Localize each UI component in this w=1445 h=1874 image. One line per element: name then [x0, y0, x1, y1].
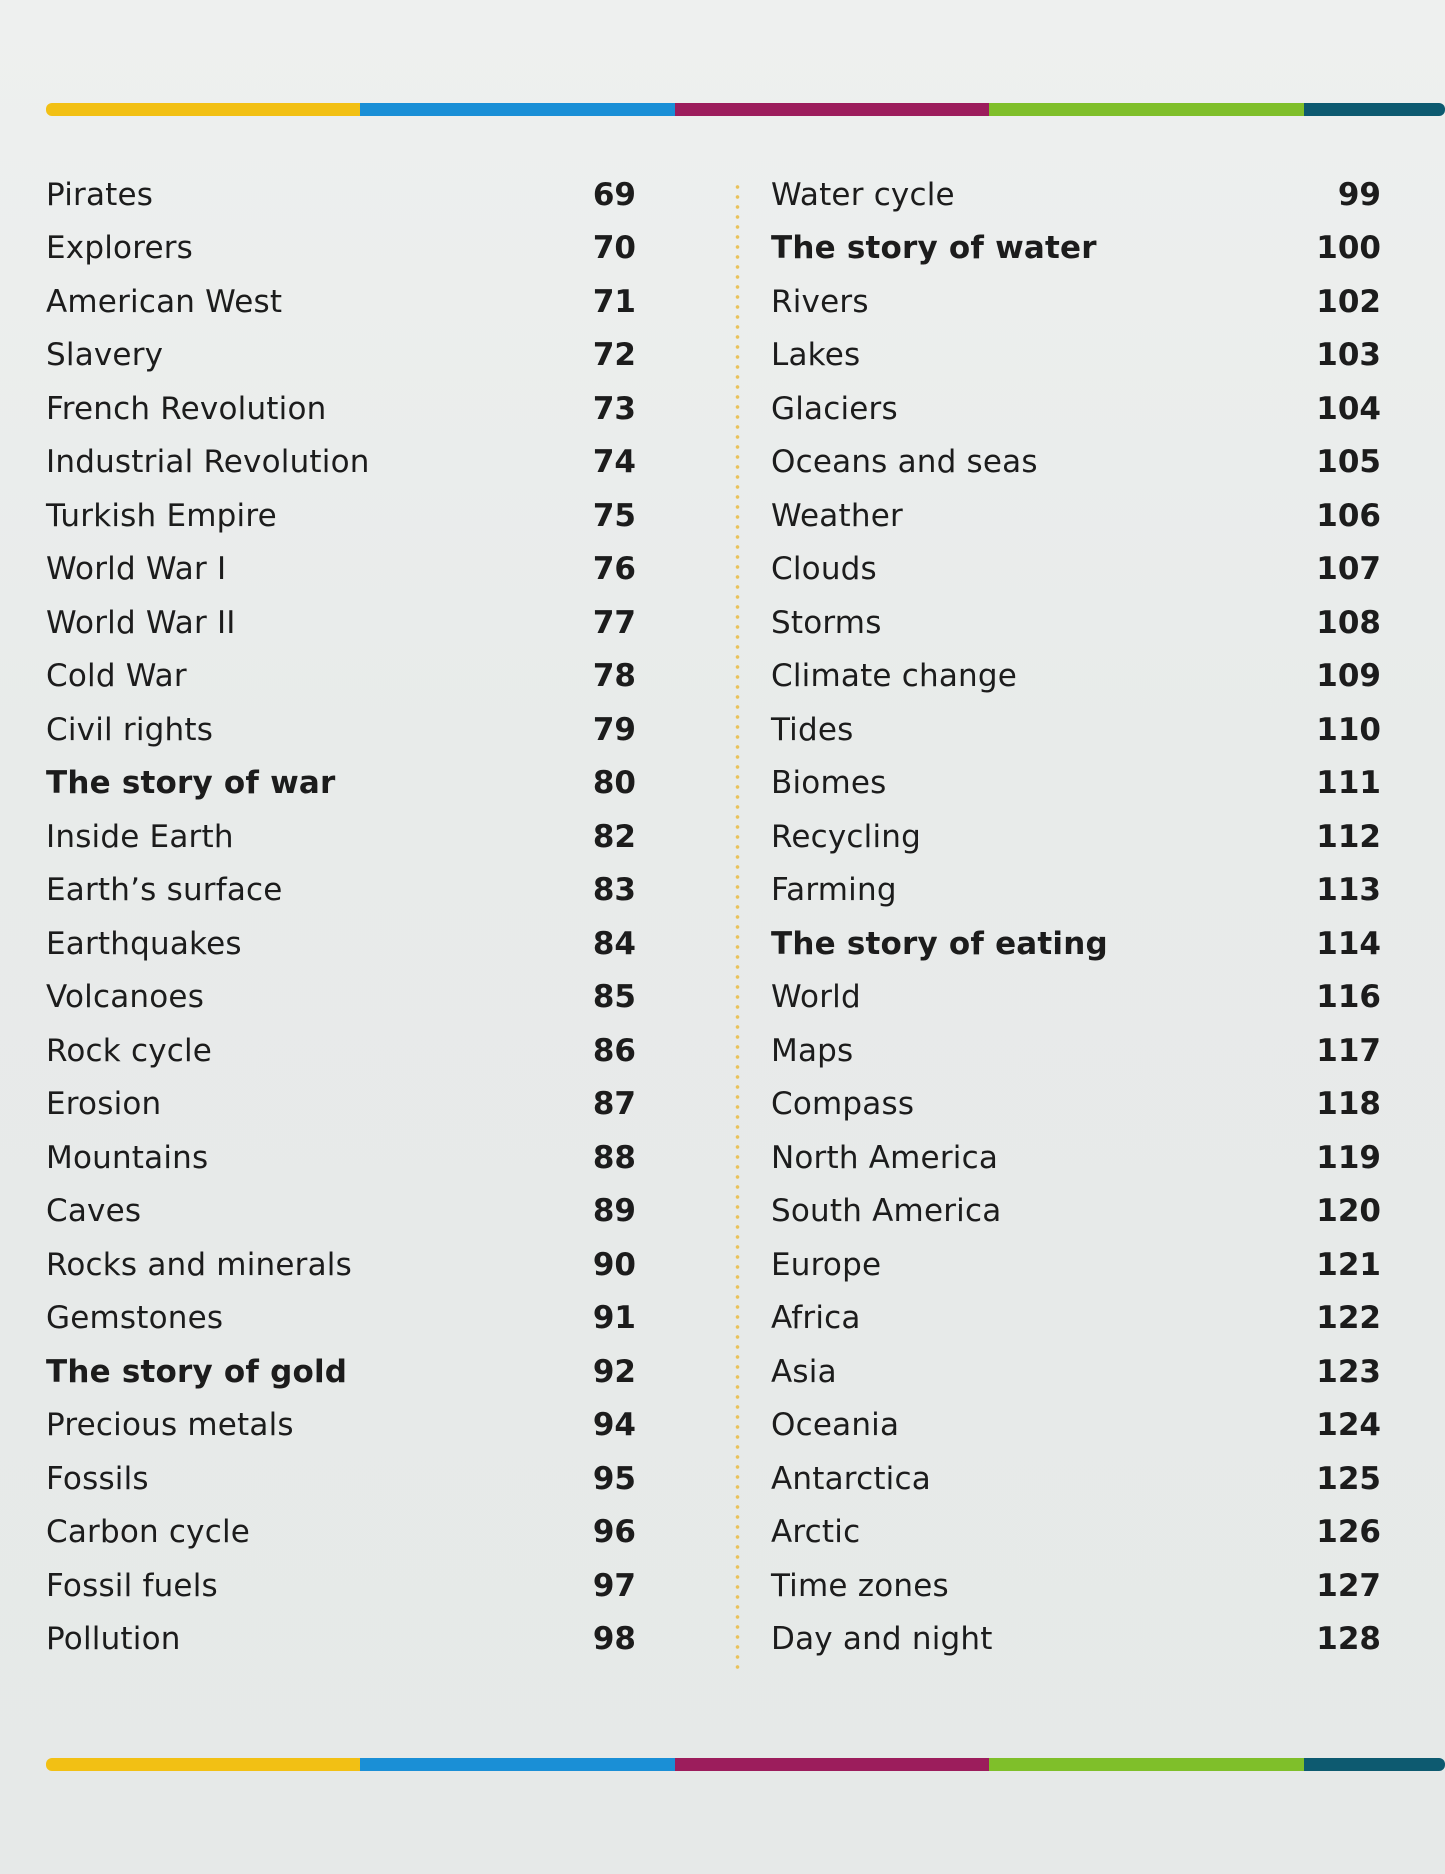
toc-entry: [46, 596, 636, 650]
toc-entry-title: Erosion: [46, 1086, 162, 1123]
toc-entry-title: Africa: [771, 1300, 861, 1337]
toc-entry: [771, 864, 1381, 918]
stripe-segment: [675, 1758, 989, 1771]
toc-entry: [46, 1131, 636, 1185]
toc-feature-title: The story of war: [46, 765, 336, 802]
toc-entry: [771, 329, 1381, 383]
toc-entry-title: Day and night: [771, 1621, 993, 1658]
toc-entry-title: Arctic: [771, 1514, 861, 1551]
toc-entry-title: Europe: [771, 1246, 882, 1283]
toc-entry-title: Compass: [771, 1086, 915, 1123]
toc-entry: [771, 810, 1381, 864]
toc-page-number: 75: [592, 497, 636, 534]
toc-page-number: 69: [592, 176, 636, 213]
toc-entry: [771, 275, 1381, 329]
toc-entry: [46, 1185, 636, 1239]
toc-page-number: 73: [592, 390, 636, 427]
toc-page-number: 80: [592, 765, 636, 802]
toc-page-number: 92: [592, 1353, 636, 1390]
toc-entry-title: Lakes: [771, 337, 861, 374]
toc-page-number: 103: [1316, 337, 1381, 374]
toc-entry: [46, 1506, 636, 1560]
toc-entry: [771, 436, 1381, 490]
toc-entry: [771, 168, 1381, 222]
toc-entry: [46, 275, 636, 329]
toc-entry: [771, 222, 1381, 276]
toc-entry-title: Earth’s surface: [46, 872, 283, 909]
dotted-column-divider: [735, 182, 740, 1672]
toc-entry: [46, 650, 636, 704]
toc-entry-title: American West: [46, 283, 283, 320]
toc-page-number: 122: [1316, 1300, 1381, 1337]
toc-entry: [46, 329, 636, 383]
toc-entry-title: Inside Earth: [46, 818, 234, 855]
toc-entry-title: Asia: [771, 1353, 837, 1390]
contents-column-left: [46, 168, 636, 1666]
toc-page-number: 125: [1316, 1460, 1381, 1497]
toc-page-number: 71: [592, 283, 636, 320]
toc-entry: [771, 1613, 1381, 1667]
toc-page-number: 84: [592, 925, 636, 962]
top-color-stripe: [46, 103, 1445, 116]
toc-entry-title: Industrial Revolution: [46, 444, 370, 481]
toc-page-number: 107: [1316, 551, 1381, 588]
toc-entry-title: Antarctica: [771, 1460, 931, 1497]
toc-entry-title: Oceans and seas: [771, 444, 1038, 481]
contents-column-right: [771, 168, 1381, 1666]
toc-entry-title: Recycling: [771, 818, 922, 855]
toc-page-number: 86: [592, 1032, 636, 1069]
toc-page-number: 119: [1316, 1139, 1381, 1176]
toc-entry: [771, 1078, 1381, 1132]
toc-entry: [46, 1559, 636, 1613]
toc-entry: [771, 1024, 1381, 1078]
toc-entry: [771, 703, 1381, 757]
toc-entry-title: Carbon cycle: [46, 1514, 251, 1551]
toc-entry-title: World: [771, 979, 861, 1016]
toc-entry: [46, 168, 636, 222]
toc-page-number: 126: [1316, 1514, 1381, 1551]
toc-page-number: 123: [1316, 1353, 1381, 1390]
toc-entry-title: South America: [771, 1193, 1002, 1230]
toc-entry: [46, 1024, 636, 1078]
toc-entry: [771, 971, 1381, 1025]
toc-page-number: 76: [592, 551, 636, 588]
toc-feature-title: The story of gold: [46, 1353, 348, 1390]
toc-entry: [46, 222, 636, 276]
stripe-segment: [46, 1758, 360, 1771]
toc-entry: [771, 1131, 1381, 1185]
toc-page-number: 111: [1316, 765, 1381, 802]
toc-page-number: 114: [1316, 925, 1381, 962]
toc-entry-title: Mountains: [46, 1139, 209, 1176]
toc-page-number: 128: [1316, 1621, 1381, 1658]
toc-page-number: 79: [592, 711, 636, 748]
toc-page-number: 106: [1316, 497, 1381, 534]
toc-page-number: 105: [1316, 444, 1381, 481]
stripe-segment: [360, 1758, 674, 1771]
toc-page-number: 118: [1316, 1086, 1381, 1123]
stripe-segment: [989, 103, 1303, 116]
toc-entry-title: Cold War: [46, 658, 187, 695]
toc-entry-title: Precious metals: [46, 1407, 294, 1444]
toc-entry-title: Civil rights: [46, 711, 214, 748]
toc-entry-title: Explorers: [46, 230, 194, 267]
toc-page-number: 116: [1316, 979, 1381, 1016]
toc-page-number: 104: [1316, 390, 1381, 427]
toc-feature-title: The story of water: [771, 230, 1097, 267]
toc-entry-title: Volcanoes: [46, 979, 205, 1016]
toc-page-number: 99: [1337, 176, 1381, 213]
toc-entry-title: Time zones: [771, 1567, 949, 1604]
toc-page-number: 109: [1316, 658, 1381, 695]
toc-page-number: 120: [1316, 1193, 1381, 1230]
toc-page-number: 72: [592, 337, 636, 374]
toc-page-number: 89: [592, 1193, 636, 1230]
toc-entry-title: Turkish Empire: [46, 497, 277, 534]
toc-page-number: 94: [592, 1407, 636, 1444]
toc-entry-title: Gemstones: [46, 1300, 224, 1337]
toc-page-number: 91: [592, 1300, 636, 1337]
toc-entry: [46, 917, 636, 971]
toc-entry: [771, 1559, 1381, 1613]
toc-entry-title: French Revolution: [46, 390, 327, 427]
toc-entry: [771, 650, 1381, 704]
toc-entry-title: Fossil fuels: [46, 1567, 218, 1604]
stripe-segment: [989, 1758, 1303, 1771]
stripe-segment: [360, 103, 674, 116]
toc-page-number: 97: [592, 1567, 636, 1604]
toc-entry: [771, 1452, 1381, 1506]
toc-page-number: 117: [1316, 1032, 1381, 1069]
toc-entry: [46, 1613, 636, 1667]
toc-entry: [46, 1452, 636, 1506]
toc-entry-title: Maps: [771, 1032, 854, 1069]
toc-entry: [46, 1399, 636, 1453]
toc-entry-title: Rivers: [771, 283, 869, 320]
toc-page-number: 112: [1316, 818, 1381, 855]
toc-entry: [46, 810, 636, 864]
toc-entry-title: Fossils: [46, 1460, 149, 1497]
toc-entry: [771, 1292, 1381, 1346]
toc-page-number: 102: [1316, 283, 1381, 320]
toc-page-number: 78: [592, 658, 636, 695]
toc-page-number: 88: [592, 1139, 636, 1176]
toc-page-number: 82: [592, 818, 636, 855]
toc-entry: [771, 543, 1381, 597]
toc-entry: [46, 864, 636, 918]
toc-page-number: 74: [592, 444, 636, 481]
toc-entry-title: Weather: [771, 497, 903, 534]
toc-entry-title: World War I: [46, 551, 227, 588]
toc-entry: [46, 436, 636, 490]
toc-page-number: 85: [592, 979, 636, 1016]
toc-entry: [46, 1238, 636, 1292]
toc-page-number: 113: [1316, 872, 1381, 909]
toc-entry-title: Slavery: [46, 337, 164, 374]
toc-entry-title: Tides: [771, 711, 854, 748]
toc-entry: [46, 703, 636, 757]
toc-page-number: 100: [1316, 230, 1381, 267]
toc-entry: [46, 971, 636, 1025]
toc-entry-title: Water cycle: [771, 176, 955, 213]
stripe-segment: [46, 103, 360, 116]
toc-entry: [771, 1238, 1381, 1292]
toc-entry: [771, 757, 1381, 811]
toc-entry-title: Climate change: [771, 658, 1018, 695]
toc-entry: [46, 1292, 636, 1346]
toc-page-number: 98: [592, 1621, 636, 1658]
toc-page-number: 90: [592, 1246, 636, 1283]
toc-entry-title: Rock cycle: [46, 1032, 213, 1069]
stripe-segment: [1304, 1758, 1445, 1771]
toc-entry: [771, 596, 1381, 650]
toc-feature-title: The story of eating: [771, 925, 1108, 962]
toc-entry: [46, 382, 636, 436]
toc-page-number: 121: [1316, 1246, 1381, 1283]
toc-entry-title: Glaciers: [771, 390, 898, 427]
toc-entry-title: Oceania: [771, 1407, 900, 1444]
toc-page-number: 108: [1316, 604, 1381, 641]
toc-entry-title: World War II: [46, 604, 236, 641]
toc-entry: [46, 489, 636, 543]
toc-page-number: 124: [1316, 1407, 1381, 1444]
toc-entry: [771, 1399, 1381, 1453]
toc-entry-title: North America: [771, 1139, 999, 1176]
toc-entry: [771, 1185, 1381, 1239]
toc-entry-title: Pollution: [46, 1621, 181, 1658]
toc-entry: [771, 1345, 1381, 1399]
toc-entry: [771, 1506, 1381, 1560]
toc-page-number: 95: [592, 1460, 636, 1497]
toc-entry-title: Clouds: [771, 551, 877, 588]
toc-entry: [46, 543, 636, 597]
toc-entry: [771, 489, 1381, 543]
toc-page-number: 83: [592, 872, 636, 909]
toc-page-number: 70: [592, 230, 636, 267]
toc-entry: [771, 917, 1381, 971]
toc-entry-title: Earthquakes: [46, 925, 242, 962]
toc-entry: [46, 757, 636, 811]
stripe-segment: [675, 103, 989, 116]
toc-page-number: 127: [1316, 1567, 1381, 1604]
toc-page-number: 77: [592, 604, 636, 641]
toc-entry-title: Farming: [771, 872, 897, 909]
toc-entry-title: Storms: [771, 604, 882, 641]
toc-entry-title: Rocks and minerals: [46, 1246, 352, 1283]
toc-page-number: 110: [1316, 711, 1381, 748]
toc-entry: [46, 1078, 636, 1132]
stripe-segment: [1304, 103, 1445, 116]
toc-entry: [46, 1345, 636, 1399]
toc-entry-title: Pirates: [46, 176, 154, 213]
toc-page-number: 87: [592, 1086, 636, 1123]
toc-entry-title: Biomes: [771, 765, 887, 802]
toc-page-number: 96: [592, 1514, 636, 1551]
toc-entry-title: Caves: [46, 1193, 142, 1230]
bottom-color-stripe: [46, 1758, 1445, 1771]
toc-entry: [771, 382, 1381, 436]
